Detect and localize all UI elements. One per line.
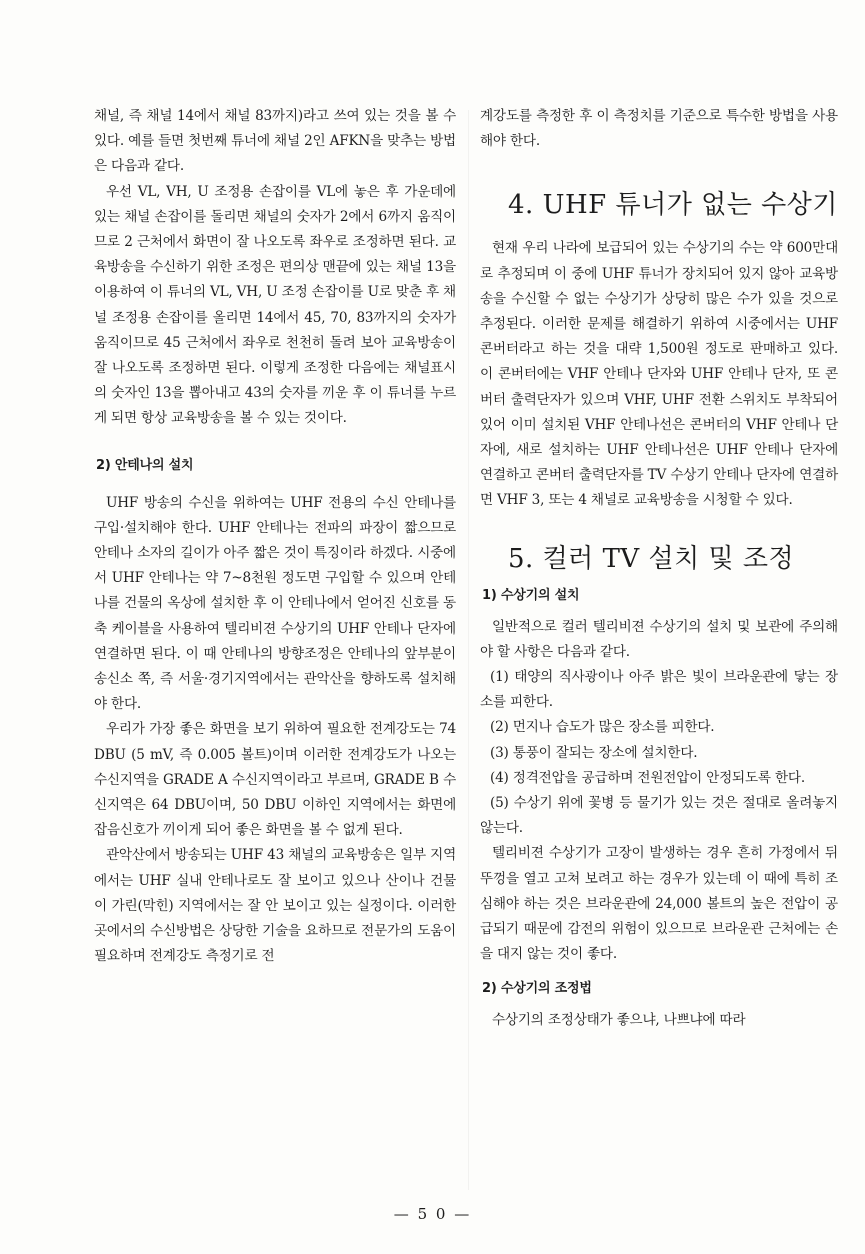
paragraph-install-intro: 일반적으로 컬러 텔리비젼 수상기의 설치 및 보관에 주의해야 할 사항은 다음과 같다. bbox=[480, 618, 838, 660]
install-subheading: 1) 수상기의 설치 bbox=[482, 587, 580, 603]
paragraph-antenna-purchase: UHF 방송의 수신을 위하여는 UHF 전용의 수신 안테나를 구입·설치해야 한다. UHF 안테나는 전파의 파장이 짧으므로 안테나 소자의 길이가 아주 짧은 것이 특징이라 하겠다. 시중에서 UHF 안테나는 약 7~8천원 정도면 구입할 수 있으며 안테나를 건물의 옥상에 설치한 후 이 안테나에서 얻어진 신호를 동축 케이블을 사용하여 텔리비젼 수상기의 UHF 안테나 단자에 연결하면 된다. 이 때 안테나의 방향조정은 안테나의 앞부분이 송신소 쪽, 즉 서울·경기지역에서는 관악산을 향하도록 설치해야 한다. bbox=[94, 494, 456, 713]
install-item: (5) 수상기 위에 꽃병 등 물기가 있는 것은 절대로 올려놓지 않는다. bbox=[480, 795, 838, 837]
paragraph-field-strength: 우리가 가장 좋은 화면을 보기 위하여 필요한 전계강도는 74 DBU (5 mV, 즉 0.005 볼트)이며 이러한 전계강도가 나오는 수신지역을 GRADE A 수신지역이라고 부르며, GRADE B 수신지역은 64 DBU이며, 50 DBU 이하인 지역에서는 화면에 잡음신호가 끼이게 되어 좋은 화면을 볼 수 없게 된다. bbox=[94, 721, 456, 839]
paragraph-install-warning: 텔리비젼 수상기가 고장이 발생하는 경우 흔히 가정에서 뒤 뚜껑을 열고 고쳐 보려고 하는 경우가 있는데 이 때에 특히 조심해야 하는 것은 브라운관에 24,000 볼트의 높은 전압이 공급되기 때문에 감전의 위험이 있으므로 브라운관 근처에는 손을 대지 않는 것이 좋다. bbox=[480, 845, 838, 963]
right-column bbox=[480, 104, 838, 1034]
page-number: — 5 0 — bbox=[393, 1205, 472, 1223]
install-item: (1) 태양의 직사광이나 아주 밝은 빛이 브라운관에 닿는 장소를 피한다. bbox=[480, 669, 838, 711]
paragraph-gwanaksan: 관악산에서 방송되는 UHF 43 채널의 교육방송은 일부 지역에서는 UHF 실내 안테나로도 잘 보이고 있으나 산이나 건물이 가린(막힌) 지역에서는 잘 안 보이고 있는 실정이다. 이러한 곳에서의 수신방법은 상당한 기술을 요하므로 전문가의 도움이 필요하며 전계강도 측정기로 전 bbox=[94, 847, 456, 965]
left-column bbox=[94, 104, 456, 970]
paragraph-tuner-intro: 채널, 즉 채널 14에서 채널 83까지)라고 쓰여 있는 것을 볼 수 있다. 예를 들면 첫번째 튜너에 채널 2인 AFKN을 맞추는 방법은 다음과 같다. bbox=[94, 108, 456, 175]
antenna-subheading: 2) 안테나의 설치 bbox=[96, 457, 194, 473]
section-4-heading: 4. UHF 튜너가 없는 수상기 bbox=[508, 190, 838, 221]
adjust-subheading: 2) 수상기의 조정법 bbox=[482, 981, 592, 997]
install-item: (3) 통풍이 잘되는 장소에 설치한다. bbox=[490, 744, 698, 761]
install-item: (2) 먼지나 습도가 많은 장소를 피한다. bbox=[490, 719, 715, 736]
paragraph-tuner-adjust: 우선 VL, VH, U 조정용 손잡이를 VL에 놓은 후 가운데에 있는 채널 손잡이를 돌리면 채널의 숫자가 2에서 6까지 움직이므로 2 근처에서 화면이 잘 나오도록 좌우로 조정하면 된다. 교육방송을 수신하기 위한 조정은 편의상 맨끝에 있는 채널 13을 이용하여 이 튜너의 VL, VH, U 조정 손잡이를 U로 맞춘 후 채널 조정용 손잡이를 올리면 14에서 45, 70, 83까지의 숫자가 움직이므로 45 근처에서 좌우로 천천히 돌려 보아 교육방송이 잘 나오도록 조정하면 된다. 이렇게 조정한 다음에는 채널표시의 숫자인 13을 뽑아내고 43의 숫자를 끼운 후 이 튜너를 누르게 되면 항상 교육방송을 볼 수 있는 것이다. bbox=[94, 183, 456, 427]
install-item: (4) 정격전압을 공급하며 전원전압이 안정되도록 한다. bbox=[490, 769, 805, 786]
section-5-heading: 5. 컬러 TV 설치 및 조정 bbox=[508, 543, 795, 574]
paragraph-converter: 현재 우리 나라에 보급되어 있는 수상기의 수는 약 600만대로 추정되며 이 중에 UHF 튜너가 장치되어 있지 않아 교육방송을 수신할 수 없는 수상기가 상당히 많은 수가 있을 것으로 추정된다. 이러한 문제를 해결하기 위하여 시중에서는 UHF 콘버터라고 하는 것을 대략 1,500원 정도로 판매하고 있다. 이 콘버터에는 VHF 안테나 단자와 UHF 안테나 단자, 또 콘버터 출력단자가 있으며 VHF, UHF 전환 스위치도 부착되어 있어 이미 설치된 VHF 안테나선은 콘버터의 VHF 안테나 단자에, 새로 설치하는 UHF 안테나선은 UHF 안테나 단자에 연결하고 콘버터 출력단자를 TV 수상기 안테나 단자에 연결하면 VHF 3, 또는 4 채널로 교육방송을 시청할 수 있다. bbox=[480, 240, 838, 509]
paragraph-continuation: 계강도를 측정한 후 이 측정치를 기준으로 특수한 방법을 사용해야 한다. bbox=[480, 108, 838, 150]
column-divider bbox=[468, 110, 469, 1190]
paragraph-adjust: 수상기의 조정상태가 좋으냐, 나쁘냐에 따라 bbox=[492, 1012, 746, 1029]
